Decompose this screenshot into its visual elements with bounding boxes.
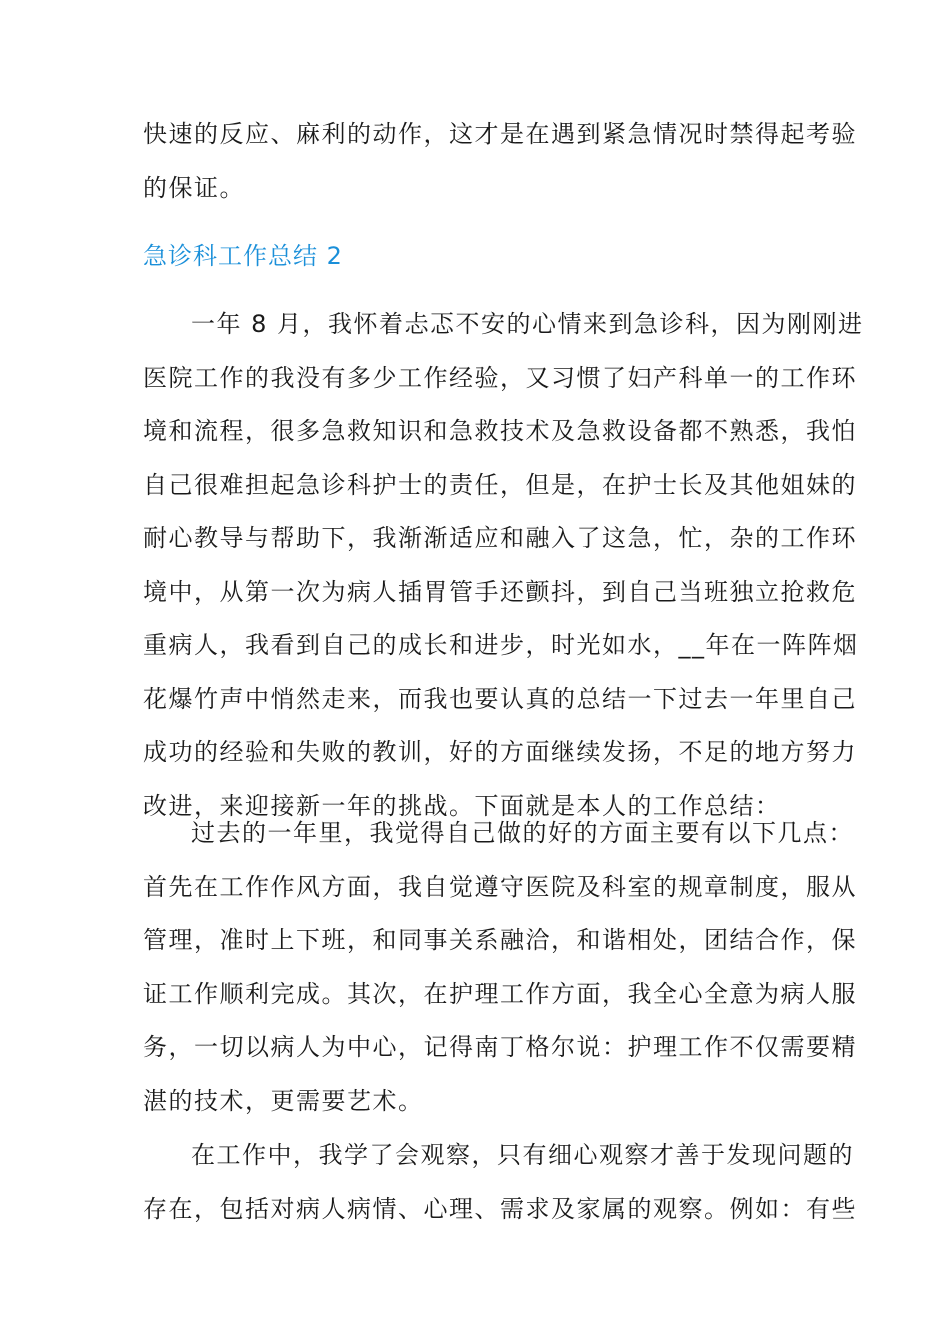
text-line: 快速的反应、麻利的动作，这才是在遇到紧急情况时禁得起考验 [143, 120, 857, 148]
text-line: 的保证。 [143, 173, 245, 202]
text-line: 湛的技术，更需要艺术。 [143, 1086, 424, 1115]
text-line: 一年 8 月，我怀着忐忑不安的心情来到急诊科，因为刚刚进 [191, 310, 864, 338]
text-line: 改进，来迎接新一年的挑战。下面就是本人的工作总结： [143, 791, 781, 820]
text-line: 境和流程，很多急救知识和急救技术及急救设备都不熟悉，我怕 [143, 417, 857, 445]
text-line: 重病人，我看到自己的成长和进步，时光如水，__年在一阵阵烟 [143, 631, 859, 659]
text-line: 医院工作的我没有多少工作经验，又习惯了妇产科单一的工作环 [143, 363, 857, 392]
text-line: 管理，准时上下班，和同事关系融洽，和谐相处，团结合作，保 [143, 926, 857, 954]
text-line: 耐心教导与帮助下，我渐渐适应和融入了这急，忙，杂的工作环 [143, 524, 857, 552]
intro-paragraph [143, 108, 857, 215]
paragraph-3 [143, 1129, 857, 1236]
text-line: 证工作顺利完成。其次，在护理工作方面，我全心全意为病人服 [143, 979, 857, 1008]
section-title: 急诊科工作总结 2 [143, 242, 343, 270]
text-line: 存在，包括对病人病情、心理、需求及家属的观察。例如：有些 [143, 1194, 857, 1223]
text-line: 首先在工作作风方面，我自觉遵守医院及科室的规章制度，服从 [143, 872, 857, 901]
text-line: 境中，从第一次为病人插胃管手还颤抖，到自己当班独立抢救危 [143, 577, 857, 606]
text-line: 成功的经验和失败的教训，好的方面继续发扬，不足的地方努力 [143, 738, 857, 766]
text-line: 在工作中，我学了会观察，只有细心观察才善于发现问题的 [191, 1141, 854, 1169]
text-line: 自己很难担起急诊科护士的责任，但是，在护士长及其他姐妹的 [143, 470, 857, 499]
text-line: 过去的一年里，我觉得自己做的好的方面主要有以下几点： [191, 819, 854, 847]
paragraph-2 [143, 807, 857, 1128]
text-line: 花爆竹声中悄然走来，而我也要认真的总结一下过去一年里自己 [143, 684, 857, 713]
text-line: 务，一切以病人为中心，记得南丁格尔说：护理工作不仅需要精 [143, 1033, 857, 1061]
